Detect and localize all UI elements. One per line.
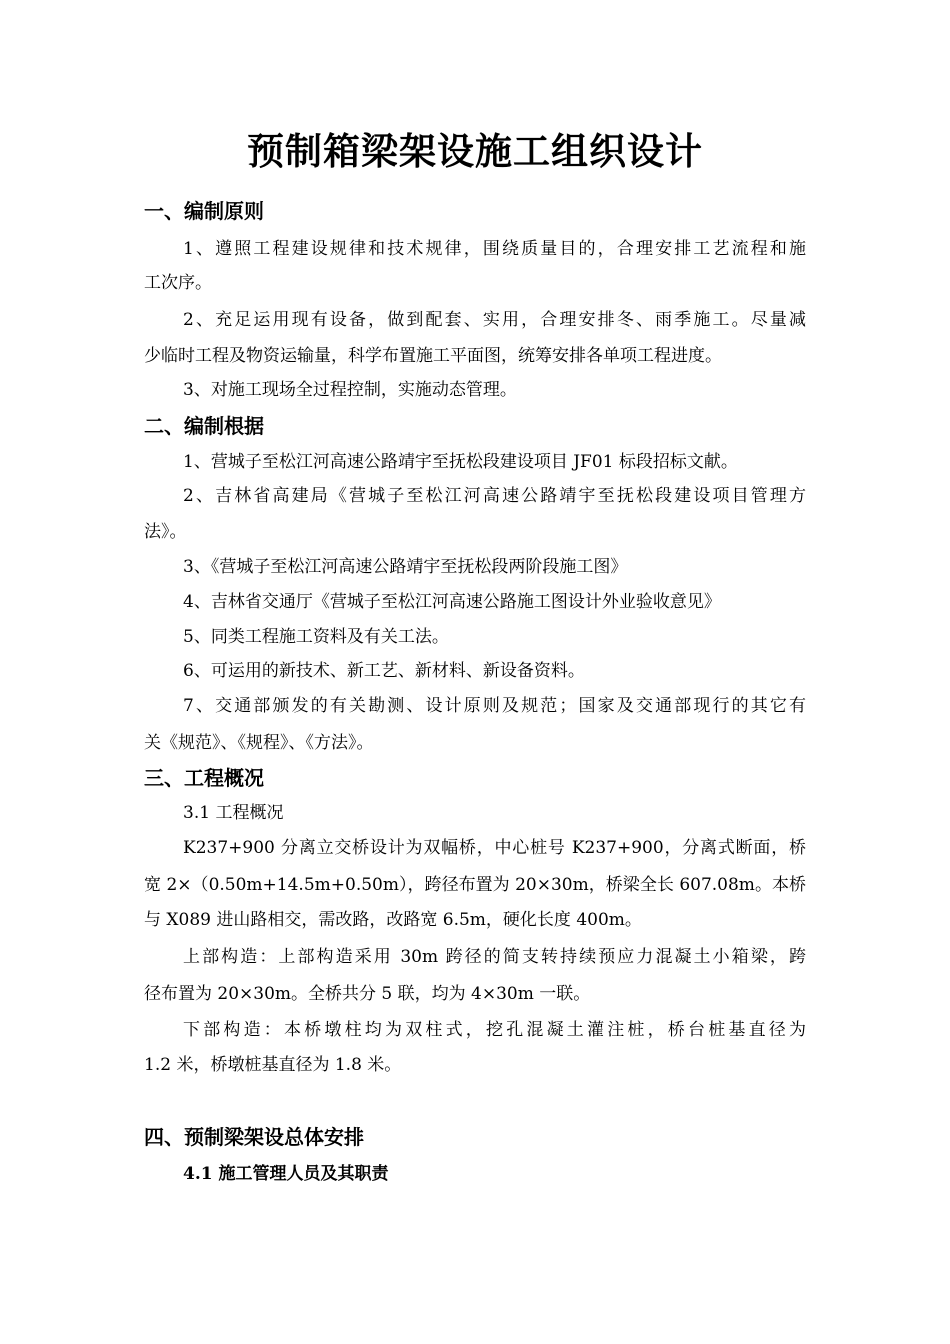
paragraph-line: 3、《营城子至松江河高速公路靖宇至抚松段两阶段施工图》 <box>183 557 628 577</box>
section-heading-overview: 三、工程概况 <box>144 766 264 790</box>
paragraph-line: 上部构造：上部构造采用 30m 跨径的简支转持续预应力混凝土小箱梁，跨 <box>183 947 806 967</box>
paragraph-line: 法》。 <box>144 522 187 542</box>
paragraph-line: 宽 2×（0.50m+14.5m+0.50m），跨径布置为 20×30m，桥梁全长 607.08m。本桥 <box>144 875 806 895</box>
section-heading-principles: 一、编制原则 <box>144 199 264 223</box>
section-heading-arrangement: 四、预制梁架设总体安排 <box>144 1125 364 1149</box>
paragraph-line: 4、吉林省交通厅《营城子至松江河高速公路施工图设计外业验收意见》 <box>183 592 721 612</box>
paragraph-line: 2、充足运用现有设备，做到配套、实用，合理安排冬、雨季施工。尽量减 <box>183 310 806 330</box>
paragraph-line: 关《规范》、《规程》、《方法》。 <box>144 733 374 753</box>
paragraph-line: K237+900 分离立交桥设计为双幅桥，中心桩号 K237+900，分离式断面，桥 <box>183 838 806 858</box>
paragraph-line: 少临时工程及物资运输量，科学布置施工平面图，统筹安排各单项工程进度。 <box>144 346 722 366</box>
paragraph-line: 7、交通部颁发的有关勘测、设计原则及规范；国家及交通部现行的其它有 <box>183 696 806 716</box>
subsection-heading-staff: 4.1 施工管理人员及其职责 <box>183 1164 389 1184</box>
paragraph-line: 与 X089 进山路相交，需改路，改路宽 6.5m，硬化长度 400m。 <box>144 910 642 930</box>
document-title: 预制箱梁架设施工组织设计 <box>247 130 703 173</box>
section-heading-basis: 二、编制根据 <box>144 414 264 438</box>
paragraph-line: 1、遵照工程建设规律和技术规律，围绕质量目的，合理安排工艺流程和施 <box>183 239 806 259</box>
paragraph-line: 工次序。 <box>144 273 212 293</box>
paragraph-line: 5、同类工程施工资料及有关工法。 <box>183 627 449 647</box>
paragraph-line: 下部构造：本桥墩柱均为双柱式，挖孔混凝土灌注桩，桥台桩基直径为 <box>183 1020 806 1040</box>
paragraph-line: 1.2 米，桥墩桩基直径为 1.8 米。 <box>144 1055 402 1075</box>
paragraph-line: 3.1 工程概况 <box>183 803 284 823</box>
paragraph-line: 3、对施工现场全过程控制，实施动态管理。 <box>183 380 517 400</box>
paragraph-line: 径布置为 20×30m。全桥共分 5 联，均为 4×30m 一联。 <box>144 984 591 1004</box>
paragraph-line: 1、营城子至松江河高速公路靖宇至抚松段建设项目 JF01 标段招标文献。 <box>183 452 738 472</box>
paragraph-line: 2、吉林省高建局《营城子至松江河高速公路靖宇至抚松段建设项目管理方 <box>183 486 806 506</box>
paragraph-line: 6、可运用的新技术、新工艺、新材料、新设备资料。 <box>183 661 585 681</box>
